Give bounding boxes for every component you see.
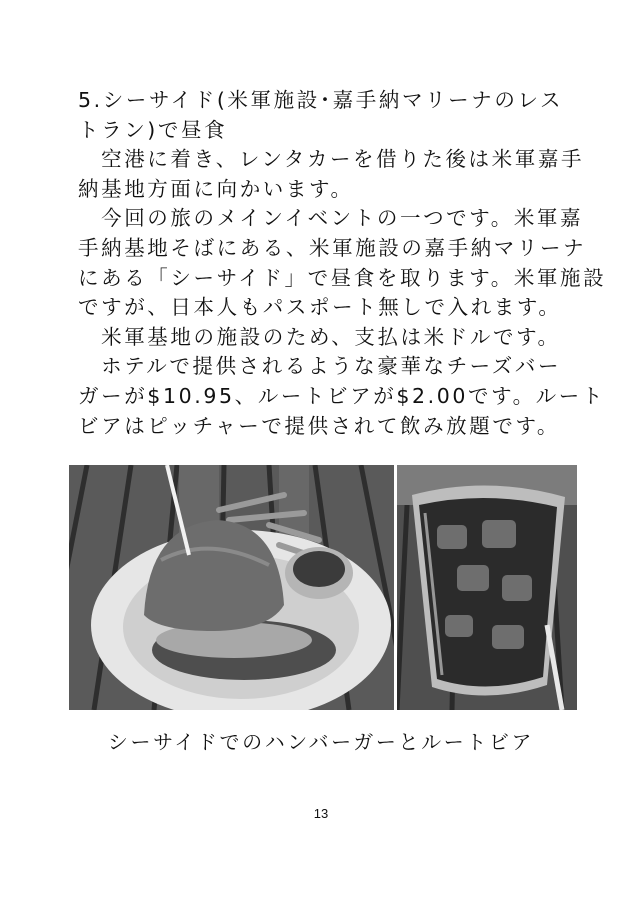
burger-photo bbox=[69, 465, 394, 710]
photo-caption: シーサイドでのハンバーガーとルートビア bbox=[107, 730, 535, 754]
paragraph-line: 手納基地そばにある、米軍施設の嘉手納マリーナ bbox=[78, 235, 587, 260]
burger-photo-image bbox=[69, 465, 394, 710]
paragraph-line: ビアはピッチャーで提供されて飲み放題です。 bbox=[78, 413, 561, 438]
paragraph-line: にある「シーサイド」で昼食を取ります。米軍施設 bbox=[78, 265, 607, 290]
section-heading-line-2: トラン)で昼食 bbox=[78, 117, 228, 142]
paragraph-line: ガーが$10.95、ルートビアが$2.00です。ルート bbox=[78, 383, 605, 408]
section-heading-line-1: 5.シーサイド(米軍施設･嘉手納マリーナのレス bbox=[78, 88, 564, 112]
paragraph-line: 納基地方面に向かいます。 bbox=[78, 176, 354, 201]
paragraph-line: 米軍基地の施設のため、支払は米ドルです。 bbox=[78, 324, 561, 349]
paragraph-line: 今回の旅のメインイベントの一つです。米軍嘉 bbox=[78, 206, 584, 231]
root-beer-photo bbox=[397, 465, 577, 710]
paragraph-line: 空港に着き、レンタカーを借りた後は米軍嘉手 bbox=[78, 147, 585, 172]
body-text bbox=[78, 86, 607, 441]
paragraph-line: ホテルで提供されるような豪華なチーズバー bbox=[78, 354, 562, 379]
page-number: 13 bbox=[313, 806, 329, 821]
paragraph-line: ですが、日本人もパスポート無しで入れます。 bbox=[78, 295, 562, 320]
root-beer-photo-image bbox=[397, 465, 577, 710]
photo-pair bbox=[69, 465, 577, 710]
